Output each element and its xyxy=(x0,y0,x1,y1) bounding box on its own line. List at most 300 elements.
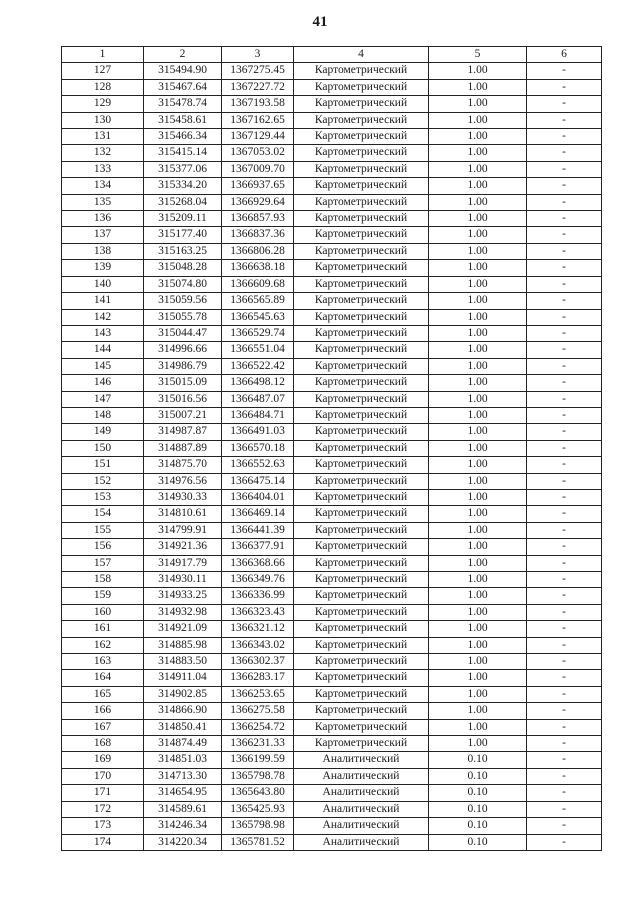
method-cell: Картометрический xyxy=(294,588,429,604)
accuracy-cell: 1.00 xyxy=(429,309,527,325)
accuracy-cell: 1.00 xyxy=(429,293,527,309)
point-number-cell: 137 xyxy=(62,227,144,243)
y-coordinate-cell: 1366336.99 xyxy=(222,588,294,604)
note-cell: - xyxy=(527,260,602,276)
table-row xyxy=(62,358,602,374)
y-coordinate-cell: 1366349.76 xyxy=(222,572,294,588)
note-cell: - xyxy=(527,440,602,456)
accuracy-cell: 1.00 xyxy=(429,407,527,423)
x-coordinate-cell: 315458.61 xyxy=(144,112,222,128)
table-row xyxy=(62,719,602,735)
table-row xyxy=(62,112,602,128)
y-coordinate-cell: 1366368.66 xyxy=(222,555,294,571)
table-row xyxy=(62,506,602,522)
method-cell: Картометрический xyxy=(294,572,429,588)
method-cell: Аналитический xyxy=(294,752,429,768)
table-row xyxy=(62,752,602,768)
table-row xyxy=(62,440,602,456)
x-coordinate-cell: 314246.34 xyxy=(144,818,222,834)
y-coordinate-cell: 1366638.18 xyxy=(222,260,294,276)
table-row xyxy=(62,194,602,210)
point-number-cell: 127 xyxy=(62,63,144,79)
x-coordinate-cell: 314220.34 xyxy=(144,834,222,850)
table-row xyxy=(62,818,602,834)
y-coordinate-cell: 1365425.93 xyxy=(222,801,294,817)
y-coordinate-cell: 1366231.33 xyxy=(222,736,294,752)
y-coordinate-cell: 1366806.28 xyxy=(222,243,294,259)
coordinates-table xyxy=(61,46,602,851)
x-coordinate-cell: 314589.61 xyxy=(144,801,222,817)
x-coordinate-cell: 315268.04 xyxy=(144,194,222,210)
accuracy-cell: 1.00 xyxy=(429,686,527,702)
point-number-cell: 131 xyxy=(62,129,144,145)
accuracy-cell: 1.00 xyxy=(429,227,527,243)
point-number-cell: 148 xyxy=(62,407,144,423)
point-number-cell: 134 xyxy=(62,178,144,194)
x-coordinate-cell: 314654.95 xyxy=(144,785,222,801)
point-number-cell: 136 xyxy=(62,211,144,227)
point-number-cell: 144 xyxy=(62,342,144,358)
note-cell: - xyxy=(527,768,602,784)
method-cell: Картометрический xyxy=(294,736,429,752)
note-cell: - xyxy=(527,555,602,571)
note-cell: - xyxy=(527,63,602,79)
method-cell: Аналитический xyxy=(294,834,429,850)
note-cell: - xyxy=(527,211,602,227)
note-cell: - xyxy=(527,522,602,538)
table-row xyxy=(62,457,602,473)
accuracy-cell: 0.10 xyxy=(429,752,527,768)
note-cell: - xyxy=(527,818,602,834)
y-coordinate-cell: 1366487.07 xyxy=(222,391,294,407)
y-coordinate-cell: 1366283.17 xyxy=(222,670,294,686)
method-cell: Картометрический xyxy=(294,96,429,112)
y-coordinate-cell: 1366469.14 xyxy=(222,506,294,522)
table-row xyxy=(62,489,602,505)
note-cell: - xyxy=(527,604,602,620)
y-coordinate-cell: 1367009.70 xyxy=(222,161,294,177)
y-coordinate-cell: 1367275.45 xyxy=(222,63,294,79)
y-coordinate-cell: 1366323.43 xyxy=(222,604,294,620)
table-row xyxy=(62,178,602,194)
point-number-cell: 161 xyxy=(62,621,144,637)
x-coordinate-cell: 315016.56 xyxy=(144,391,222,407)
accuracy-cell: 1.00 xyxy=(429,129,527,145)
column-header: 2 xyxy=(144,47,222,63)
method-cell: Картометрический xyxy=(294,621,429,637)
point-number-cell: 135 xyxy=(62,194,144,210)
note-cell: - xyxy=(527,654,602,670)
method-cell: Картометрический xyxy=(294,489,429,505)
note-cell: - xyxy=(527,178,602,194)
note-cell: - xyxy=(527,457,602,473)
x-coordinate-cell: 314986.79 xyxy=(144,358,222,374)
x-coordinate-cell: 315044.47 xyxy=(144,325,222,341)
accuracy-cell: 1.00 xyxy=(429,703,527,719)
point-number-cell: 141 xyxy=(62,293,144,309)
note-cell: - xyxy=(527,79,602,95)
point-number-cell: 170 xyxy=(62,768,144,784)
note-cell: - xyxy=(527,637,602,653)
point-number-cell: 146 xyxy=(62,375,144,391)
note-cell: - xyxy=(527,358,602,374)
column-header: 6 xyxy=(527,47,602,63)
x-coordinate-cell: 315467.64 xyxy=(144,79,222,95)
method-cell: Картометрический xyxy=(294,260,429,276)
y-coordinate-cell: 1366570.18 xyxy=(222,440,294,456)
column-header: 3 xyxy=(222,47,294,63)
note-cell: - xyxy=(527,391,602,407)
y-coordinate-cell: 1366522.42 xyxy=(222,358,294,374)
method-cell: Аналитический xyxy=(294,801,429,817)
method-cell: Картометрический xyxy=(294,178,429,194)
x-coordinate-cell: 314713.30 xyxy=(144,768,222,784)
accuracy-cell: 1.00 xyxy=(429,161,527,177)
table-body xyxy=(62,63,602,851)
x-coordinate-cell: 314883.50 xyxy=(144,654,222,670)
y-coordinate-cell: 1366254.72 xyxy=(222,719,294,735)
table-row xyxy=(62,227,602,243)
table-row xyxy=(62,785,602,801)
y-coordinate-cell: 1366609.68 xyxy=(222,276,294,292)
x-coordinate-cell: 314911.04 xyxy=(144,670,222,686)
x-coordinate-cell: 314996.66 xyxy=(144,342,222,358)
x-coordinate-cell: 315015.09 xyxy=(144,375,222,391)
table-row xyxy=(62,703,602,719)
note-cell: - xyxy=(527,112,602,128)
note-cell: - xyxy=(527,572,602,588)
accuracy-cell: 1.00 xyxy=(429,260,527,276)
table-row xyxy=(62,522,602,538)
y-coordinate-cell: 1366551.04 xyxy=(222,342,294,358)
method-cell: Картометрический xyxy=(294,506,429,522)
table-row xyxy=(62,342,602,358)
x-coordinate-cell: 314933.25 xyxy=(144,588,222,604)
point-number-cell: 145 xyxy=(62,358,144,374)
y-coordinate-cell: 1366404.01 xyxy=(222,489,294,505)
point-number-cell: 169 xyxy=(62,752,144,768)
table-row xyxy=(62,260,602,276)
method-cell: Картометрический xyxy=(294,293,429,309)
note-cell: - xyxy=(527,309,602,325)
x-coordinate-cell: 314930.33 xyxy=(144,489,222,505)
table-row xyxy=(62,424,602,440)
point-number-cell: 128 xyxy=(62,79,144,95)
y-coordinate-cell: 1366302.37 xyxy=(222,654,294,670)
point-number-cell: 138 xyxy=(62,243,144,259)
note-cell: - xyxy=(527,834,602,850)
point-number-cell: 156 xyxy=(62,539,144,555)
method-cell: Картометрический xyxy=(294,407,429,423)
table-row xyxy=(62,768,602,784)
y-coordinate-cell: 1366491.03 xyxy=(222,424,294,440)
accuracy-cell: 1.00 xyxy=(429,211,527,227)
point-number-cell: 172 xyxy=(62,801,144,817)
method-cell: Картометрический xyxy=(294,654,429,670)
point-number-cell: 163 xyxy=(62,654,144,670)
table-row xyxy=(62,834,602,850)
point-number-cell: 142 xyxy=(62,309,144,325)
table-row xyxy=(62,407,602,423)
accuracy-cell: 1.00 xyxy=(429,325,527,341)
accuracy-cell: 0.10 xyxy=(429,785,527,801)
table-row xyxy=(62,621,602,637)
accuracy-cell: 1.00 xyxy=(429,145,527,161)
x-coordinate-cell: 314921.36 xyxy=(144,539,222,555)
x-coordinate-cell: 315048.28 xyxy=(144,260,222,276)
x-coordinate-cell: 314875.70 xyxy=(144,457,222,473)
accuracy-cell: 1.00 xyxy=(429,539,527,555)
accuracy-cell: 0.10 xyxy=(429,768,527,784)
x-coordinate-cell: 314866.90 xyxy=(144,703,222,719)
x-coordinate-cell: 314976.56 xyxy=(144,473,222,489)
table-row xyxy=(62,686,602,702)
note-cell: - xyxy=(527,407,602,423)
method-cell: Картометрический xyxy=(294,145,429,161)
y-coordinate-cell: 1367193.58 xyxy=(222,96,294,112)
accuracy-cell: 1.00 xyxy=(429,637,527,653)
x-coordinate-cell: 315055.78 xyxy=(144,309,222,325)
accuracy-cell: 1.00 xyxy=(429,572,527,588)
note-cell: - xyxy=(527,161,602,177)
table-row xyxy=(62,145,602,161)
method-cell: Картометрический xyxy=(294,112,429,128)
table-row xyxy=(62,654,602,670)
point-number-cell: 140 xyxy=(62,276,144,292)
note-cell: - xyxy=(527,801,602,817)
accuracy-cell: 1.00 xyxy=(429,489,527,505)
point-number-cell: 166 xyxy=(62,703,144,719)
accuracy-cell: 1.00 xyxy=(429,112,527,128)
accuracy-cell: 1.00 xyxy=(429,736,527,752)
accuracy-cell: 1.00 xyxy=(429,391,527,407)
table-row xyxy=(62,604,602,620)
x-coordinate-cell: 315163.25 xyxy=(144,243,222,259)
point-number-cell: 159 xyxy=(62,588,144,604)
method-cell: Картометрический xyxy=(294,129,429,145)
y-coordinate-cell: 1366275.58 xyxy=(222,703,294,719)
table-row xyxy=(62,637,602,653)
x-coordinate-cell: 314874.49 xyxy=(144,736,222,752)
note-cell: - xyxy=(527,588,602,604)
method-cell: Картометрический xyxy=(294,194,429,210)
y-coordinate-cell: 1365781.52 xyxy=(222,834,294,850)
y-coordinate-cell: 1366529.74 xyxy=(222,325,294,341)
y-coordinate-cell: 1366937.65 xyxy=(222,178,294,194)
x-coordinate-cell: 314930.11 xyxy=(144,572,222,588)
x-coordinate-cell: 315377.06 xyxy=(144,161,222,177)
method-cell: Картометрический xyxy=(294,440,429,456)
y-coordinate-cell: 1366565.89 xyxy=(222,293,294,309)
x-coordinate-cell: 315007.21 xyxy=(144,407,222,423)
table-row xyxy=(62,736,602,752)
point-number-cell: 129 xyxy=(62,96,144,112)
x-coordinate-cell: 315478.74 xyxy=(144,96,222,112)
method-cell: Картометрический xyxy=(294,227,429,243)
method-cell: Картометрический xyxy=(294,325,429,341)
method-cell: Аналитический xyxy=(294,785,429,801)
x-coordinate-cell: 314850.41 xyxy=(144,719,222,735)
column-header: 5 xyxy=(429,47,527,63)
note-cell: - xyxy=(527,506,602,522)
point-number-cell: 151 xyxy=(62,457,144,473)
x-coordinate-cell: 315059.56 xyxy=(144,293,222,309)
note-cell: - xyxy=(527,670,602,686)
table-row xyxy=(62,161,602,177)
note-cell: - xyxy=(527,96,602,112)
accuracy-cell: 1.00 xyxy=(429,473,527,489)
x-coordinate-cell: 314851.03 xyxy=(144,752,222,768)
note-cell: - xyxy=(527,194,602,210)
table-row xyxy=(62,129,602,145)
y-coordinate-cell: 1367227.72 xyxy=(222,79,294,95)
method-cell: Картометрический xyxy=(294,375,429,391)
x-coordinate-cell: 315494.90 xyxy=(144,63,222,79)
point-number-cell: 133 xyxy=(62,161,144,177)
note-cell: - xyxy=(527,539,602,555)
y-coordinate-cell: 1366545.63 xyxy=(222,309,294,325)
method-cell: Картометрический xyxy=(294,358,429,374)
method-cell: Картометрический xyxy=(294,211,429,227)
note-cell: - xyxy=(527,129,602,145)
point-number-cell: 160 xyxy=(62,604,144,620)
table-row xyxy=(62,79,602,95)
column-header: 4 xyxy=(294,47,429,63)
x-coordinate-cell: 315334.20 xyxy=(144,178,222,194)
y-coordinate-cell: 1366199.59 xyxy=(222,752,294,768)
note-cell: - xyxy=(527,243,602,259)
note-cell: - xyxy=(527,375,602,391)
table-row xyxy=(62,375,602,391)
table-row xyxy=(62,588,602,604)
note-cell: - xyxy=(527,785,602,801)
accuracy-cell: 1.00 xyxy=(429,440,527,456)
point-number-cell: 143 xyxy=(62,325,144,341)
y-coordinate-cell: 1367129.44 xyxy=(222,129,294,145)
x-coordinate-cell: 314917.79 xyxy=(144,555,222,571)
point-number-cell: 167 xyxy=(62,719,144,735)
point-number-cell: 171 xyxy=(62,785,144,801)
y-coordinate-cell: 1366343.02 xyxy=(222,637,294,653)
note-cell: - xyxy=(527,719,602,735)
point-number-cell: 147 xyxy=(62,391,144,407)
point-number-cell: 153 xyxy=(62,489,144,505)
method-cell: Картометрический xyxy=(294,719,429,735)
y-coordinate-cell: 1367053.02 xyxy=(222,145,294,161)
accuracy-cell: 1.00 xyxy=(429,555,527,571)
x-coordinate-cell: 314987.87 xyxy=(144,424,222,440)
point-number-cell: 149 xyxy=(62,424,144,440)
table-row xyxy=(62,539,602,555)
method-cell: Картометрический xyxy=(294,539,429,555)
x-coordinate-cell: 315177.40 xyxy=(144,227,222,243)
method-cell: Картометрический xyxy=(294,637,429,653)
point-number-cell: 132 xyxy=(62,145,144,161)
note-cell: - xyxy=(527,473,602,489)
y-coordinate-cell: 1366377.91 xyxy=(222,539,294,555)
note-cell: - xyxy=(527,621,602,637)
note-cell: - xyxy=(527,489,602,505)
point-number-cell: 165 xyxy=(62,686,144,702)
point-number-cell: 164 xyxy=(62,670,144,686)
accuracy-cell: 1.00 xyxy=(429,719,527,735)
y-coordinate-cell: 1366552.63 xyxy=(222,457,294,473)
y-coordinate-cell: 1367162.65 xyxy=(222,112,294,128)
accuracy-cell: 0.10 xyxy=(429,818,527,834)
x-coordinate-cell: 315466.34 xyxy=(144,129,222,145)
table-row xyxy=(62,211,602,227)
accuracy-cell: 1.00 xyxy=(429,358,527,374)
method-cell: Аналитический xyxy=(294,818,429,834)
y-coordinate-cell: 1366929.64 xyxy=(222,194,294,210)
point-number-cell: 173 xyxy=(62,818,144,834)
y-coordinate-cell: 1366857.93 xyxy=(222,211,294,227)
point-number-cell: 139 xyxy=(62,260,144,276)
x-coordinate-cell: 314885.98 xyxy=(144,637,222,653)
note-cell: - xyxy=(527,752,602,768)
point-number-cell: 174 xyxy=(62,834,144,850)
accuracy-cell: 1.00 xyxy=(429,178,527,194)
y-coordinate-cell: 1365798.78 xyxy=(222,768,294,784)
accuracy-cell: 0.10 xyxy=(429,801,527,817)
accuracy-cell: 1.00 xyxy=(429,79,527,95)
x-coordinate-cell: 314902.85 xyxy=(144,686,222,702)
method-cell: Картометрический xyxy=(294,161,429,177)
table-row xyxy=(62,63,602,79)
method-cell: Картометрический xyxy=(294,473,429,489)
point-number-cell: 157 xyxy=(62,555,144,571)
accuracy-cell: 1.00 xyxy=(429,243,527,259)
table-row xyxy=(62,670,602,686)
table-row xyxy=(62,473,602,489)
accuracy-cell: 1.00 xyxy=(429,457,527,473)
table-row xyxy=(62,555,602,571)
accuracy-cell: 1.00 xyxy=(429,276,527,292)
method-cell: Картометрический xyxy=(294,670,429,686)
accuracy-cell: 1.00 xyxy=(429,506,527,522)
accuracy-cell: 1.00 xyxy=(429,604,527,620)
y-coordinate-cell: 1366475.14 xyxy=(222,473,294,489)
y-coordinate-cell: 1366441.39 xyxy=(222,522,294,538)
accuracy-cell: 1.00 xyxy=(429,424,527,440)
method-cell: Картометрический xyxy=(294,686,429,702)
accuracy-cell: 1.00 xyxy=(429,621,527,637)
note-cell: - xyxy=(527,325,602,341)
point-number-cell: 158 xyxy=(62,572,144,588)
method-cell: Картометрический xyxy=(294,424,429,440)
method-cell: Картометрический xyxy=(294,309,429,325)
method-cell: Картометрический xyxy=(294,555,429,571)
y-coordinate-cell: 1366253.65 xyxy=(222,686,294,702)
table-row xyxy=(62,96,602,112)
accuracy-cell: 1.00 xyxy=(429,342,527,358)
table-row xyxy=(62,293,602,309)
table-row xyxy=(62,572,602,588)
table-row xyxy=(62,391,602,407)
accuracy-cell: 1.00 xyxy=(429,375,527,391)
note-cell: - xyxy=(527,686,602,702)
point-number-cell: 130 xyxy=(62,112,144,128)
method-cell: Картометрический xyxy=(294,604,429,620)
accuracy-cell: 1.00 xyxy=(429,194,527,210)
y-coordinate-cell: 1365798.98 xyxy=(222,818,294,834)
x-coordinate-cell: 314921.09 xyxy=(144,621,222,637)
note-cell: - xyxy=(527,736,602,752)
accuracy-cell: 1.00 xyxy=(429,588,527,604)
note-cell: - xyxy=(527,293,602,309)
x-coordinate-cell: 315074.80 xyxy=(144,276,222,292)
note-cell: - xyxy=(527,276,602,292)
